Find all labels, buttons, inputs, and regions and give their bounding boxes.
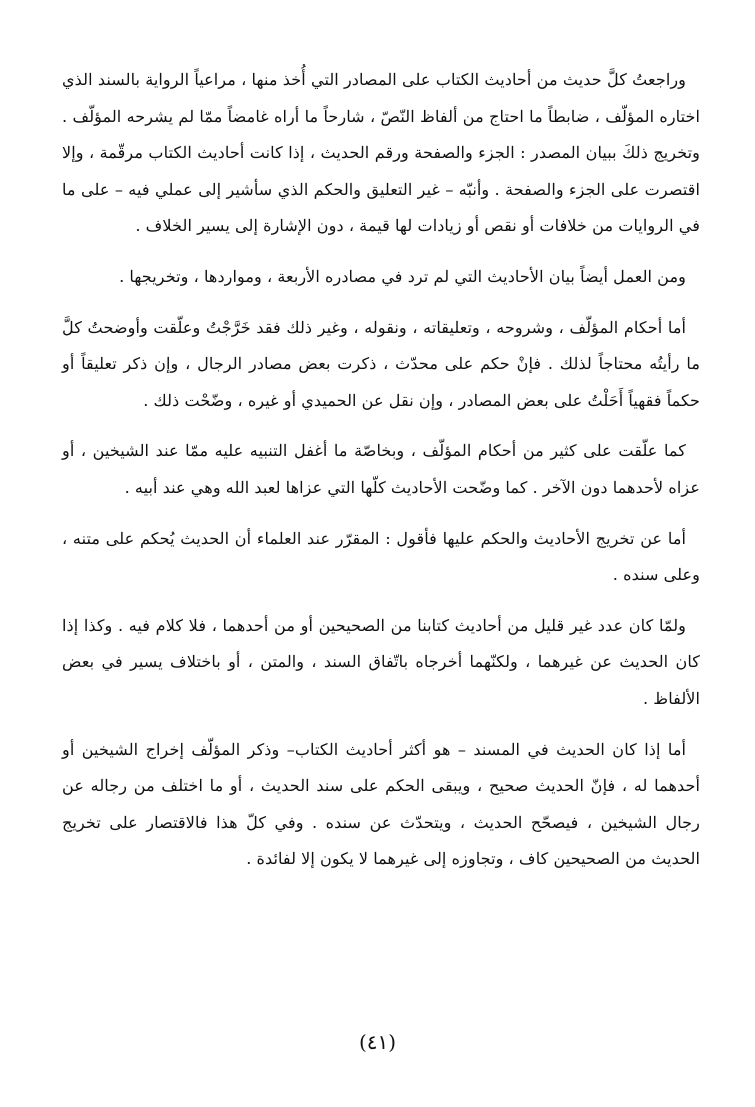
paragraph-7: أما إذا كان الحديث في المسند – هو أكثر أحاديث الكتاب– وذكر المؤلّف إخراج الشيخين أو أحدهما له ، فإنّ الحديث صحيح ، ويبقى الحكم على سند الحديث ، أو ما اختلف من رجاله عن رجال الشيخين ، فيصحّح الحديث ، ويتحدّث عن سنده . وفي كلّ هذا فالاقتصار على تخريج الحديث من الصحيحين كاف ، وتجاوزه إلى غيرهما لا يكون إلا لفائدة . [62, 739, 700, 869]
paragraph-3: أما أحكام المؤلّف ، وشروحه ، وتعليقاته ، ونقوله ، وغير ذلك فقد خَرَّجْتُ وعلّقت وأوضحتُ كلَّ ما رأيتُه محتاجاً لذلك . فإنْ حكم على محدّث ، ذكرت بعض مصادر الرجال ، وإن ذكر تعليقاً أو حكماً فقهياً أَحَلْتُ على بعض المصادر ، وإن نقل عن الحميدي أو غيره ، وضّحْت ذلك . [62, 317, 700, 410]
paragraph-1: وراجعتُ كلَّ حديث من أحاديث الكتاب على المصادر التي أُخذ منها ، مراعياً الرواية بالسند الذي اختاره المؤلّف ، ضابطاً ما احتاج من ألفاظ النّصّ ، شارحاً ما أراه غامضاً ممّا لم يشرحه المؤلّف . وتخريج ذلكَ ببيان المصدر : الجزء والصفحة ورقم الحديث ، إذا كانت أحاديث الكتاب مرقّمة ، وإلا اقتصرت على الجزء والصفحة . وأنبّه – غير التعليق والحكم الذي سأشير إلى عملي فيه – على ما في الروايات من خلافات أو نقص أو زيادات لها قيمة ، دون الإشارة إلى يسير الخلاف . [62, 70, 700, 236]
page-number: (٤١) [358, 1030, 397, 1054]
paragraph-4: كما علّقت على كثير من أحكام المؤلّف ، وبخاصّة ما أغفل التنبيه عليه ممّا عند الشيخين ، أو عزاه لأحدهما دون الآخر . كما وضّحت الأحاديث كلّها التي عزاها لعبد الله وهي عند أبيه . [62, 441, 700, 497]
paragraph-2: ومن العمل أيضاً بيان الأحاديث التي لم ترد في مصادره الأربعة ، ومواردها ، وتخريجها . [119, 266, 686, 286]
page-body [62, 62, 700, 892]
paragraph-5: أما عن تخريج الأحاديث والحكم عليها فأقول : المقرّر عند العلماء أن الحديث يُحكم على متنه ، وعلى سنده . [62, 528, 700, 585]
paragraph-6: ولمّا كان عدد غير قليل من أحاديث كتابنا من الصحيحين أو من أحدهما ، فلا كلام فيه . وكذا إذا كان الحديث عن غيرهما ، ولكنّهما أخرجاه باتّفاق السند ، والمتن ، أو باختلاف يسير في بعض الألفاظ . [62, 615, 700, 708]
